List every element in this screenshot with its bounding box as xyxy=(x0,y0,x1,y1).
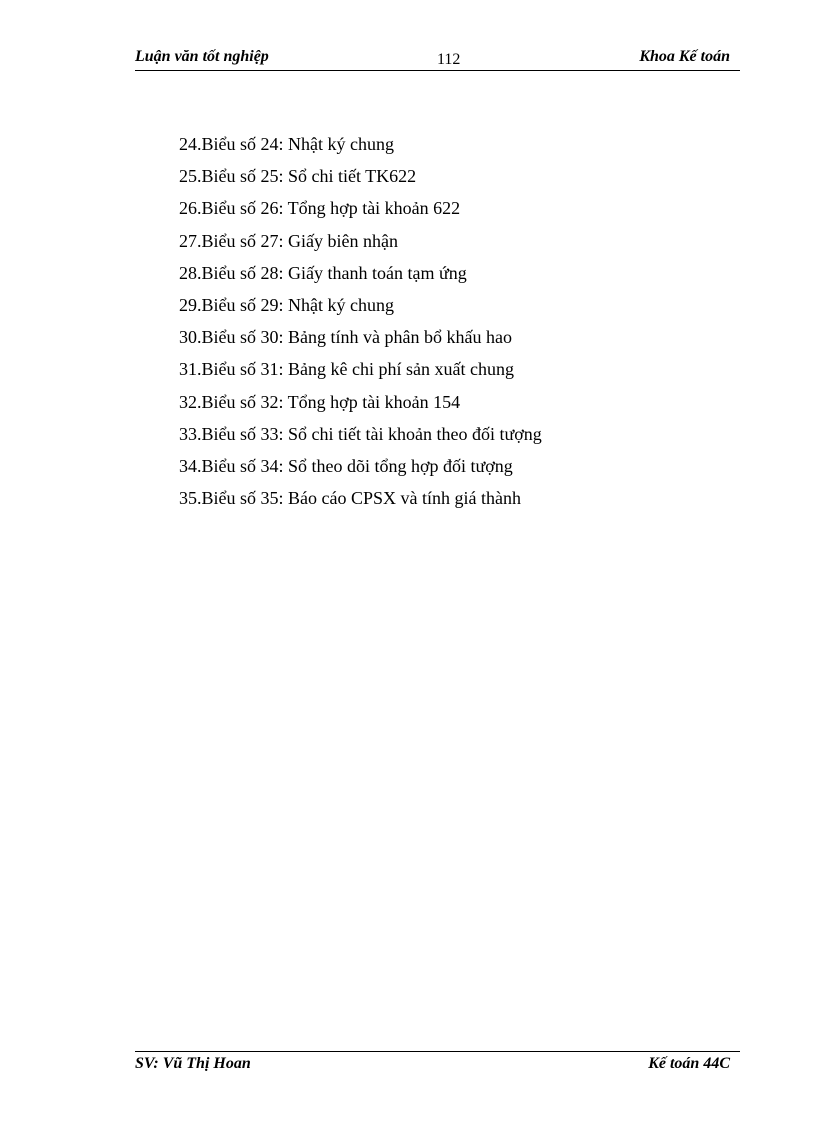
list-item: 27.Biểu số 27: Giấy biên nhận xyxy=(179,230,398,251)
header-divider xyxy=(135,70,740,71)
list-item: 24.Biểu số 24: Nhật ký chung xyxy=(179,134,394,154)
list-item: 35.Biểu số 35: Báo cáo CPSX và tính giá thành xyxy=(179,488,521,509)
list-item: 34.Biểu số 34: Sổ theo dõi tổng hợp đối tượng xyxy=(179,455,513,476)
list-item: 29.Biểu số 29: Nhật ký chung xyxy=(179,294,394,315)
footer-divider xyxy=(135,1051,740,1052)
page-footer xyxy=(135,1055,740,1077)
header-faculty: Khoa Kế toán xyxy=(639,48,730,65)
list-item: 32.Biểu số 32: Tổng hợp tài khoản 154 xyxy=(179,391,461,412)
header-thesis-title: Luận văn tốt nghiệp xyxy=(135,48,269,65)
page-number: 112 xyxy=(437,51,461,68)
list-item: 31.Biểu số 31: Bảng kê chi phí sản xuất chung xyxy=(179,359,514,380)
footer-class: Kế toán 44C xyxy=(648,1055,730,1072)
page-header xyxy=(135,46,740,70)
list-item: 26.Biểu số 26: Tổng hợp tài khoản 622 xyxy=(179,198,461,219)
list-item: 33.Biểu số 33: Sổ chi tiết tài khoản theo đối tượng xyxy=(179,423,542,444)
list-item: 28.Biểu số 28: Giấy thanh toán tạm ứng xyxy=(179,262,467,283)
list-item: 25.Biểu số 25: Sổ chi tiết TK622 xyxy=(179,166,417,187)
footer-student-name: SV: Vũ Thị Hoan xyxy=(135,1055,251,1072)
list-item: 30.Biểu số 30: Bảng tính và phân bổ khấu hao xyxy=(179,327,512,348)
table-list xyxy=(179,133,542,519)
